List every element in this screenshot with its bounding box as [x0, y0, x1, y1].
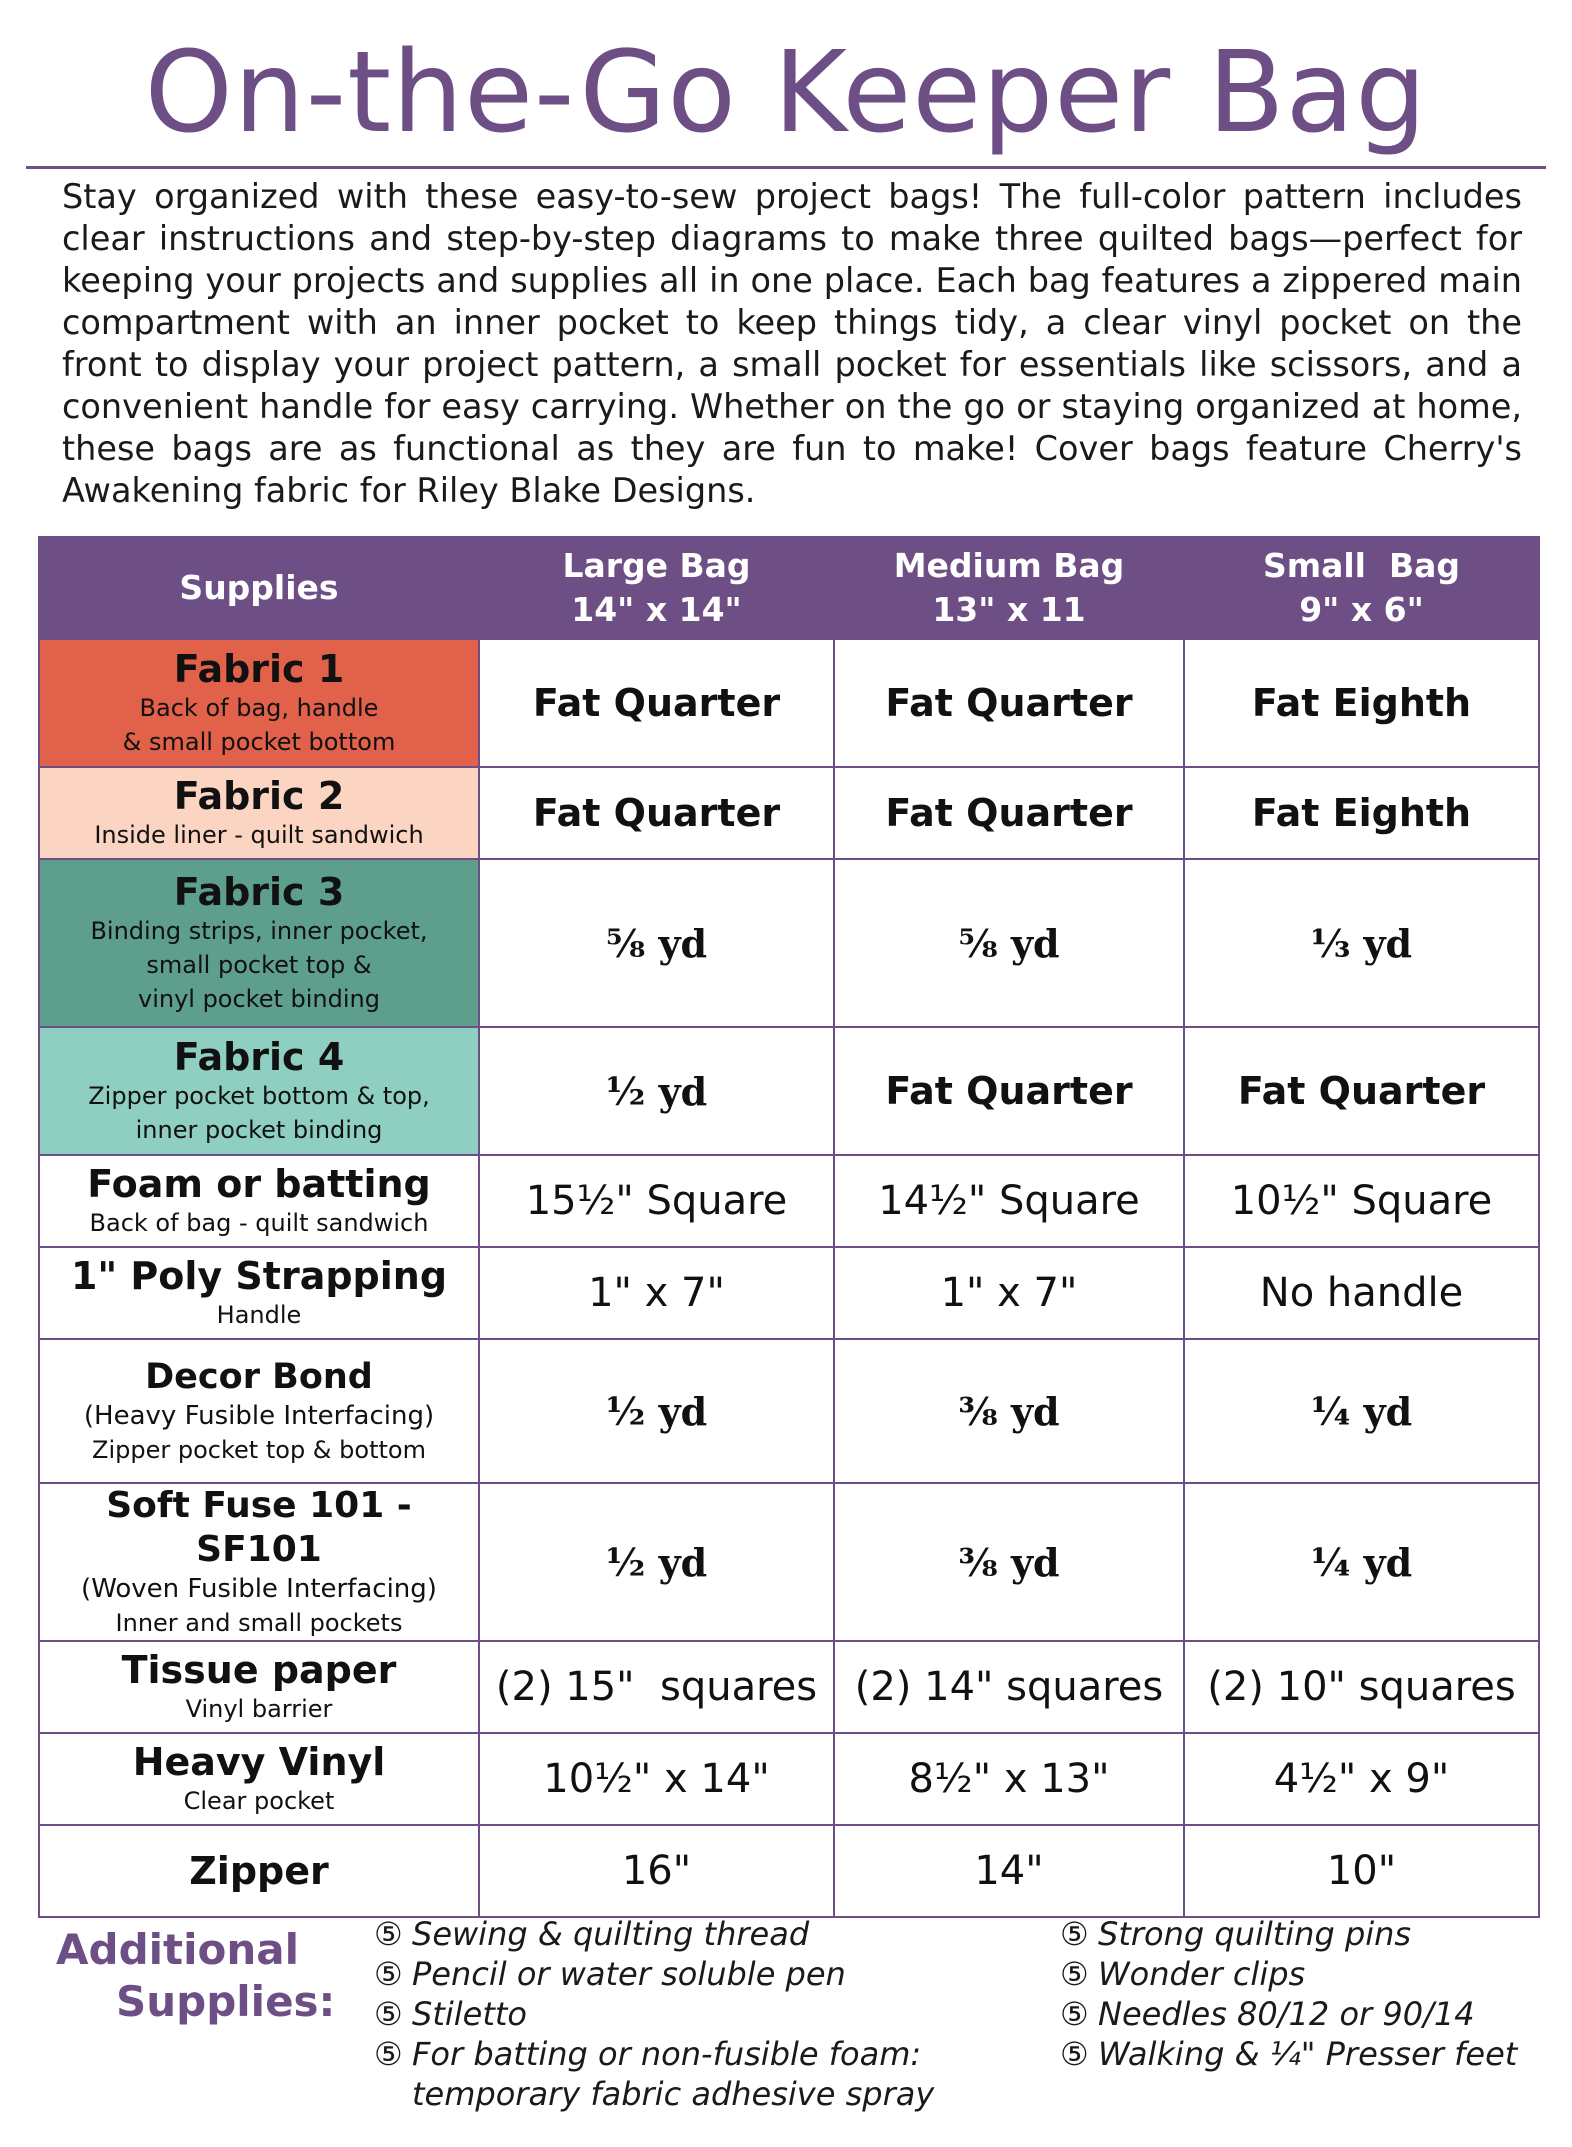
list-item-text: Needles 80/12 or 90/14 [1098, 1995, 1475, 2033]
cell-large: 1" x 7" [479, 1247, 834, 1339]
medium-bag-size: 13" x 11 [932, 590, 1086, 629]
row-desc: Handle [216, 1301, 302, 1329]
table-row [39, 1339, 1539, 1483]
circled-five-bullet-icon: ⑤ [374, 1995, 403, 2033]
cell-medium: 1" x 7" [834, 1247, 1184, 1339]
row-desc: Binding strips, inner pocket, [90, 917, 428, 945]
circled-five-bullet-icon: ⑤ [1060, 2035, 1089, 2073]
header-large-bag [479, 537, 834, 639]
row-desc: Zipper pocket bottom & top, [88, 1082, 430, 1110]
list-item [374, 2034, 994, 2074]
circled-five-bullet-icon: ⑤ [374, 1915, 403, 1953]
title-divider [26, 166, 1546, 169]
circled-five-bullet-icon: ⑤ [374, 2035, 403, 2073]
cell-small: Fat Eighth [1184, 767, 1539, 859]
row-label-foam [39, 1155, 479, 1247]
cell-large: ½ yd [479, 1027, 834, 1155]
row-name: 1" Poly Strapping [70, 1254, 448, 1298]
list-item [1060, 1954, 1560, 1994]
table-row [39, 1155, 1539, 1247]
additional-heading-line1: Additional [56, 1925, 299, 1974]
row-name: Tissue paper [121, 1648, 397, 1692]
large-bag-size: 14" x 14" [571, 590, 742, 629]
list-item-text: For batting or non-fusible foam: [412, 2035, 922, 2073]
cell-large: ½ yd [479, 1483, 834, 1641]
cell-large: ½ yd [479, 1339, 834, 1483]
additional-supplies-list-right [1060, 1914, 1560, 2074]
cell-large: (2) 15" squares [479, 1641, 834, 1733]
table-row [39, 1027, 1539, 1155]
row-desc: Clear pocket [183, 1787, 335, 1815]
cell-large: ⅝ yd [479, 859, 834, 1027]
table-row [39, 1733, 1539, 1825]
cell-large: 10½" x 14" [479, 1733, 834, 1825]
row-desc: inner pocket binding [135, 1116, 383, 1144]
cell-small: Fat Eighth [1184, 639, 1539, 767]
row-desc: Inner and small pockets [115, 1609, 403, 1637]
row-desc: Zipper pocket top & bottom [92, 1436, 426, 1464]
row-desc: Inside liner - quilt sandwich [94, 821, 424, 849]
cell-medium: 14½" Square [834, 1155, 1184, 1247]
row-name: Soft Fuse 101 - SF101 [106, 1485, 412, 1570]
header-small-bag [1184, 537, 1539, 639]
row-name: Fabric 2 [173, 774, 345, 818]
cell-small: ⅓ yd [1184, 859, 1539, 1027]
row-desc: (Woven Fusible Interfacing) [81, 1574, 437, 1604]
header-medium-bag [834, 537, 1184, 639]
list-item-text: Wonder clips [1098, 1955, 1306, 1993]
row-label-decor-bond [39, 1339, 479, 1483]
row-label-tissue-paper [39, 1641, 479, 1733]
row-desc: Back of bag - quilt sandwich [89, 1209, 429, 1237]
row-desc: (Heavy Fusible Interfacing) [83, 1401, 435, 1431]
header-supplies [39, 537, 479, 639]
cell-large: 15½" Square [479, 1155, 834, 1247]
list-item-text: temporary fabric adhesive spray [412, 2075, 935, 2113]
list-item [374, 1954, 994, 1994]
cell-medium: Fat Quarter [834, 1027, 1184, 1155]
intro-paragraph: Stay organized with these easy-to-sew project bags! The full-color pattern includes clear instructions and step-by-step diagrams to make three quilted bags—perfect for keeping your projects and supplies all in one place. Each bag features a zippered main compartment with an inner pocket to keep things tidy, a clear vinyl pocket on the front to display your project pattern, a small pocket for essentials like scissors, and a convenient handle for easy carrying. Whether on the go or staying organized at home, these bags are as functional as they are fun to make! Cover bags feature Cherry's Awakening fabric for Riley Blake Designs. [62, 177, 1522, 510]
cell-small: ¼ yd [1184, 1483, 1539, 1641]
list-item [374, 1914, 994, 1954]
cell-small: Fat Quarter [1184, 1027, 1539, 1155]
list-item-text: Stiletto [412, 1995, 527, 2033]
additional-heading-line2: Supplies: [116, 1977, 336, 2026]
table-row [39, 639, 1539, 767]
table-row [39, 767, 1539, 859]
row-desc: Vinyl barrier [185, 1695, 333, 1723]
additional-supplies-heading [56, 1924, 346, 2028]
list-item-text: Strong quilting pins [1098, 1915, 1412, 1953]
list-item-text: Pencil or water soluble pen [412, 1955, 846, 1993]
row-desc: Back of bag, handle [139, 694, 379, 722]
supplies-table [38, 536, 1540, 1918]
list-item [374, 1994, 994, 2034]
row-label-fabric-1 [39, 639, 479, 767]
table-row [39, 1247, 1539, 1339]
row-label-poly-strapping [39, 1247, 479, 1339]
small-bag-name: Small Bag [1262, 546, 1461, 585]
cell-small: 4½" x 9" [1184, 1733, 1539, 1825]
row-label-fabric-2 [39, 767, 479, 859]
row-name: Decor Bond [145, 1357, 373, 1397]
row-name: Foam or batting [87, 1162, 431, 1206]
cell-large: 16" [479, 1825, 834, 1917]
list-item-continuation [374, 2074, 994, 2114]
cell-medium: ⅝ yd [834, 859, 1184, 1027]
cell-large: Fat Quarter [479, 767, 834, 859]
cell-medium: Fat Quarter [834, 767, 1184, 859]
cell-medium: 8½" x 13" [834, 1733, 1184, 1825]
table-row [39, 1483, 1539, 1641]
table-row [39, 1641, 1539, 1733]
list-item [1060, 1914, 1560, 1954]
row-name: Fabric 1 [173, 647, 345, 691]
circled-five-bullet-icon: ⑤ [1060, 1955, 1089, 1993]
list-item [1060, 1994, 1560, 2034]
row-desc: & small pocket bottom [122, 728, 396, 756]
header-supplies-label: Supplies [179, 568, 339, 607]
cell-small: ¼ yd [1184, 1339, 1539, 1483]
cell-large: Fat Quarter [479, 639, 834, 767]
cell-medium: 14" [834, 1825, 1184, 1917]
list-item-text: Sewing & quilting thread [412, 1915, 810, 1953]
table-row [39, 1825, 1539, 1917]
row-name: Fabric 4 [173, 1035, 345, 1079]
large-bag-name: Large Bag [562, 546, 751, 585]
cell-small: 10½" Square [1184, 1155, 1539, 1247]
row-label-zipper [39, 1825, 479, 1917]
small-bag-size: 9" x 6" [1299, 590, 1424, 629]
row-name: Fabric 3 [173, 870, 345, 914]
page-title: On-the-Go Keeper Bag [144, 28, 1428, 158]
row-label-heavy-vinyl [39, 1733, 479, 1825]
cell-small: No handle [1184, 1247, 1539, 1339]
circled-five-bullet-icon: ⑤ [1060, 1995, 1089, 2033]
row-desc: vinyl pocket binding [137, 985, 380, 1013]
row-name: Heavy Vinyl [132, 1740, 386, 1784]
cell-medium: ⅜ yd [834, 1483, 1184, 1641]
medium-bag-name: Medium Bag [893, 546, 1125, 585]
circled-five-bullet-icon: ⑤ [374, 1955, 403, 1993]
additional-supplies-list-left [374, 1914, 994, 2114]
cell-small: (2) 10" squares [1184, 1641, 1539, 1733]
table-header-row [39, 537, 1539, 639]
cell-medium: Fat Quarter [834, 639, 1184, 767]
row-label-fabric-4 [39, 1027, 479, 1155]
row-desc: small pocket top & [146, 951, 372, 979]
cell-medium: (2) 14" squares [834, 1641, 1184, 1733]
row-label-fabric-3 [39, 859, 479, 1027]
circled-five-bullet-icon: ⑤ [1060, 1915, 1089, 1953]
row-name: Zipper [189, 1849, 329, 1893]
cell-small: 10" [1184, 1825, 1539, 1917]
list-item-text: Walking & ¼" Presser feet [1098, 2035, 1518, 2073]
row-label-soft-fuse [39, 1483, 479, 1641]
cell-medium: ⅜ yd [834, 1339, 1184, 1483]
table-row [39, 859, 1539, 1027]
list-item [1060, 2034, 1560, 2074]
